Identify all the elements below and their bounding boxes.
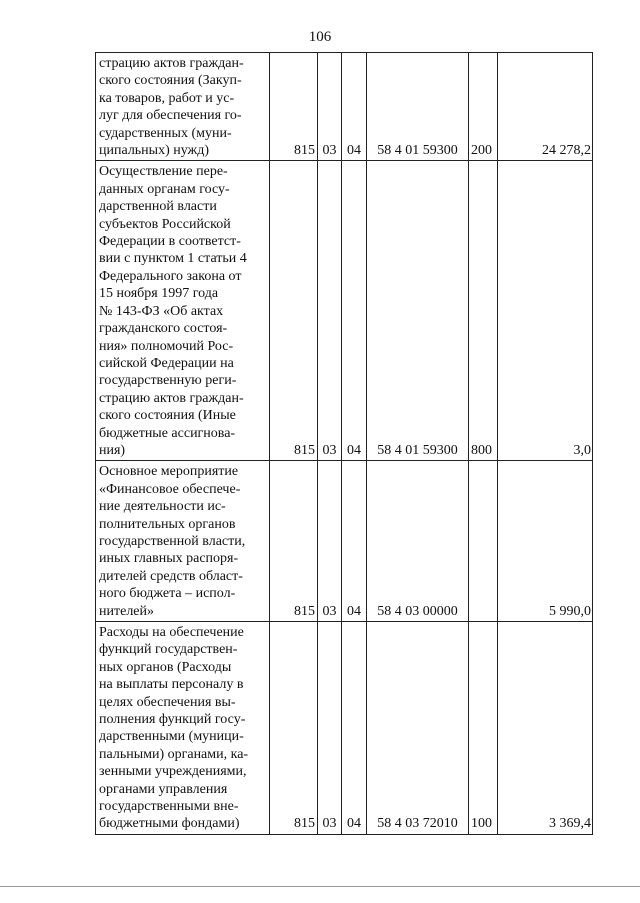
target-article-cell: 58 4 03 72010 [367, 622, 469, 835]
row-name-line: ского состояния (Закуп- [99, 73, 242, 89]
row-name-lines [99, 55, 267, 159]
row-name-line: Основное мероприятие [99, 464, 239, 480]
target-article-cell: 58 4 03 00000 [367, 461, 469, 622]
row-name-lines [99, 463, 267, 620]
row-name-line: ния) [99, 442, 126, 458]
amount-cell: 3,0 [498, 161, 593, 461]
row-name-line: ных органов (Расходы [99, 659, 232, 675]
section-code-cell: 03 [318, 461, 342, 622]
row-name-line: иных главных распоря- [99, 551, 239, 567]
row-name-line: ния» полномочий Рос- [99, 338, 234, 354]
row-name-line: целях обеспечения вы- [99, 694, 236, 710]
row-name-line: 15 ноября 1997 года [99, 286, 219, 302]
expense-type-cell [469, 461, 498, 622]
row-name-line: луг для обеспечения го- [99, 108, 242, 124]
row-name-line: страцию актов граждан- [99, 390, 244, 406]
row-name-line: сийской Федерации на [99, 355, 234, 371]
row-name-line: данных органам госу- [99, 181, 230, 197]
amount-cell: 3 369,4 [498, 622, 593, 835]
row-name-line: государственными вне- [99, 799, 239, 815]
row-name-line: гражданского состоя- [99, 321, 228, 337]
amount-cell: 5 990,0 [498, 461, 593, 622]
row-name-line: пальными) органами, ка- [99, 746, 249, 762]
row-name-line: дарственными (муници- [99, 729, 244, 745]
amount-cell: 24 278,2 [498, 53, 593, 161]
subsection-code-cell: 04 [342, 622, 367, 835]
row-name-line: сударственных (муни- [99, 125, 232, 141]
row-name-lines [99, 163, 267, 459]
row-name-cell [96, 53, 270, 161]
expense-type-cell: 200 [469, 53, 498, 161]
row-name-line: полнения функций госу- [99, 712, 246, 728]
row-name-line: полнительных органов [99, 516, 236, 532]
row-name-line: ка товаров, работ и ус- [99, 90, 235, 106]
row-name-cell [96, 161, 270, 461]
grbs-code-cell: 815 [270, 622, 318, 835]
table-row [96, 161, 593, 461]
row-name-line: ние деятельности ис- [99, 499, 226, 515]
page-number: 106 [308, 29, 332, 45]
row-name-line: органами управления [99, 781, 228, 797]
row-name-line: нителей» [99, 603, 155, 619]
footer-rule [0, 886, 640, 887]
row-name-line: Федерального закона от [99, 268, 242, 284]
target-article-cell: 58 4 01 59300 [367, 53, 469, 161]
table-row [96, 461, 593, 622]
grbs-code-cell: 815 [270, 461, 318, 622]
expense-type-cell: 800 [469, 161, 498, 461]
row-name-line: государственную реги- [99, 373, 237, 389]
expense-type-cell: 100 [469, 622, 498, 835]
section-code-cell: 03 [318, 161, 342, 461]
row-name-line: дителей средств област- [99, 568, 243, 584]
budget-table [95, 52, 593, 835]
section-code-cell: 03 [318, 53, 342, 161]
row-name-line: ципальных) нужд) [99, 143, 210, 159]
table-row [96, 622, 593, 835]
subsection-code-cell: 04 [342, 161, 367, 461]
row-name-line: «Финансовое обеспече- [99, 481, 241, 497]
row-name-cell [96, 461, 270, 622]
row-name-line: вии с пунктом 1 статьи 4 [99, 251, 247, 267]
section-code-cell: 03 [318, 622, 342, 835]
row-name-line: ного бюджета – испол- [99, 586, 236, 602]
target-article-cell: 58 4 01 59300 [367, 161, 469, 461]
row-name-line: Расходы на обеспечение [99, 625, 244, 640]
row-name-line: бюджетные ассигнова- [99, 425, 236, 441]
row-name-line: ского состояния (Иные [99, 408, 236, 424]
row-name-lines [99, 624, 267, 833]
row-name-line: функций государствен- [99, 642, 238, 658]
row-name-line: дарственной власти [99, 199, 217, 215]
row-name-line: Федерации в соответст- [99, 234, 241, 250]
row-name-line: субъектов Российской [99, 216, 231, 232]
table-row [96, 53, 593, 161]
subsection-code-cell: 04 [342, 53, 367, 161]
row-name-line: государственной власти, [99, 533, 246, 549]
grbs-code-cell: 815 [270, 53, 318, 161]
row-name-line: страцию актов граждан- [99, 56, 244, 71]
row-name-line: Осуществление пере- [99, 164, 228, 180]
row-name-cell [96, 622, 270, 835]
row-name-line: на выплаты персоналу в [99, 677, 244, 693]
grbs-code-cell: 815 [270, 161, 318, 461]
row-name-line: зенными учреждениями, [99, 764, 247, 780]
row-name-line: № 143-ФЗ «Об актах [99, 303, 224, 319]
row-name-line: бюджетными фондами) [99, 816, 240, 832]
subsection-code-cell: 04 [342, 461, 367, 622]
